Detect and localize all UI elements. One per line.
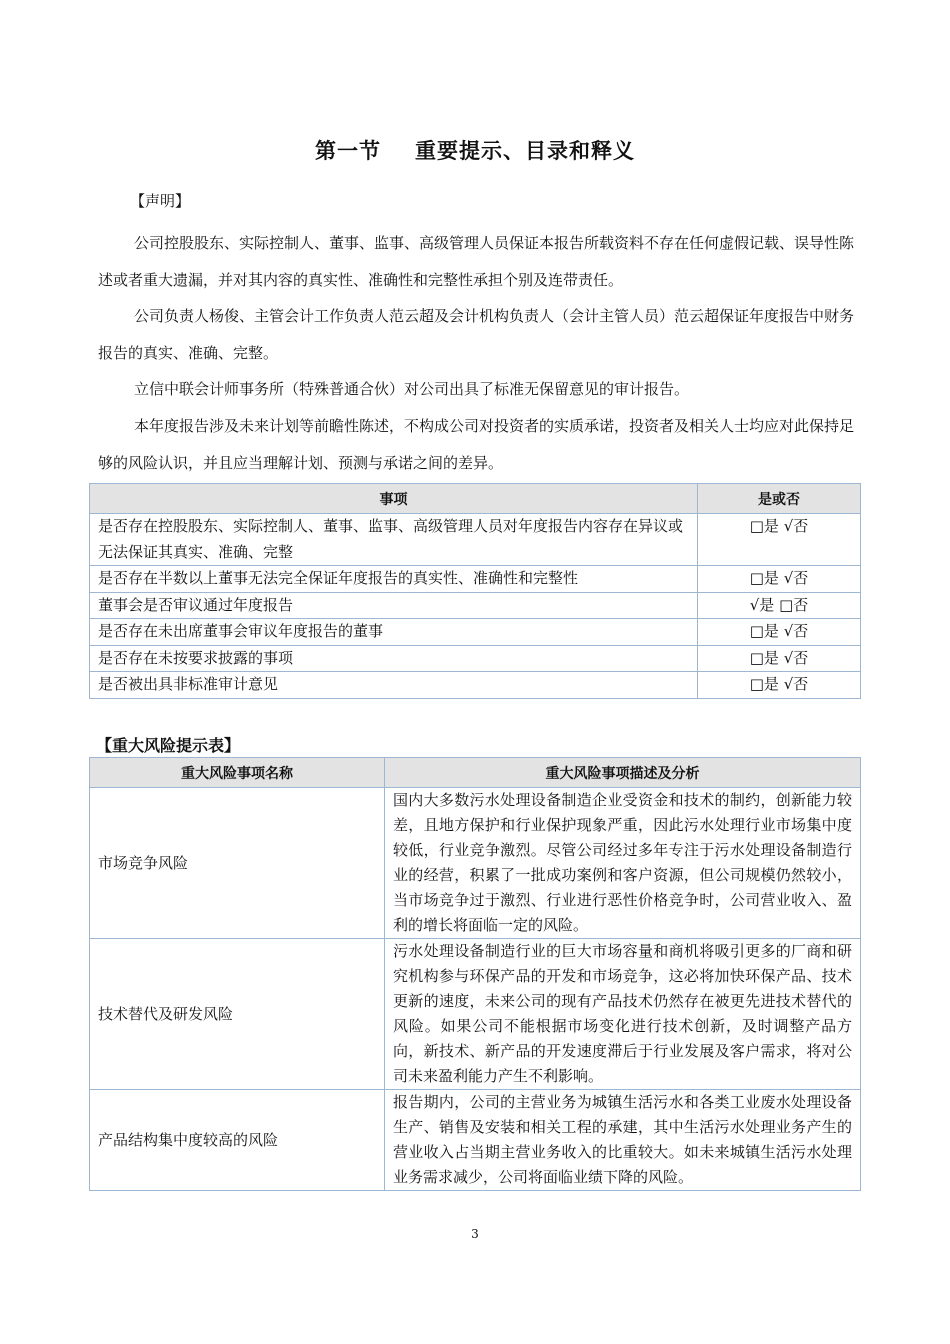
table-row	[90, 939, 861, 1090]
risk-description: 污水处理设备制造行业的巨大市场容量和商机将吸引更多的厂商和研究机构参与环保产品的开发和市场竞争，这必将加快环保产品、技术更新的速度，未来公司的现有产品技术仍然存在被更先进技术替代的风险。如果公司不能根据市场变化进行技术创新，及时调整产品方向，新技术、新产品的开发速度滞后于行业发展及客户需求，将对公司未来盈利能力产生不利影响。	[385, 939, 861, 1090]
table-header-row	[90, 758, 861, 788]
checklist-item: 是否存在半数以上董事无法完全保证年度报告的真实性、准确性和完整性	[90, 566, 698, 593]
section-heading: 重要提示、目录和释义	[415, 139, 635, 163]
table-row	[90, 788, 861, 939]
paragraph-1: 公司控股股东、实际控制人、董事、监事、高级管理人员保证本报告所载资料不存在任何虚假记载、误导性陈述或者重大遗漏，并对其内容的真实性、准确性和完整性承担个别及连带责任。	[98, 234, 855, 289]
paragraph-3: 立信中联会计师事务所（特殊普通合伙）对公司出具了标准无保留意见的审计报告。	[134, 380, 690, 398]
table-row	[90, 619, 861, 646]
statement-label: 【声明】	[130, 192, 191, 210]
checklist-item: 是否存在未出席董事会审议年度报告的董事	[90, 619, 698, 646]
checklist-table	[89, 483, 861, 699]
table-row	[90, 645, 861, 672]
section-number: 第一节	[315, 139, 381, 163]
checklist-answer: □是 √否	[698, 672, 861, 699]
checklist-answer: √是 □否	[698, 592, 861, 619]
checklist-item: 是否被出具非标准审计意见	[90, 672, 698, 699]
column-header-risk-desc: 重大风险事项描述及分析	[385, 758, 861, 788]
checklist-answer: □是 √否	[698, 645, 861, 672]
risk-name: 市场竞争风险	[90, 788, 385, 939]
column-header-risk-name: 重大风险事项名称	[90, 758, 385, 788]
risk-description: 国内大多数污水处理设备制造企业受资金和技术的制约，创新能力较差，且地方保护和行业保护现象严重，因此污水处理行业市场集中度较低，行业竞争激烈。尽管公司经过多年专注于污水处理设备制造行业的经营，积累了一批成功案例和客户资源，但公司规模仍然较小，当市场竞争过于激烈、行业进行恶性价格竞争时，公司营业收入、盈利的增长将面临一定的风险。	[385, 788, 861, 939]
checklist-item: 是否存在控股股东、实际控制人、董事、监事、高级管理人员对年度报告内容存在异议或无法保证其真实、准确、完整	[90, 514, 698, 566]
table-header-row	[90, 484, 861, 514]
table-row	[90, 566, 861, 593]
column-header-item: 事项	[90, 484, 698, 514]
risk-name: 产品结构集中度较高的风险	[90, 1090, 385, 1191]
table-row	[90, 592, 861, 619]
page-number: 3	[471, 1227, 479, 1241]
column-header-answer: 是或否	[698, 484, 861, 514]
risk-name: 技术替代及研发风险	[90, 939, 385, 1090]
paragraph-4: 本年度报告涉及未来计划等前瞻性陈述，不构成公司对投资者的实质承诺，投资者及相关人士均应对此保持足够的风险认识，并且应当理解计划、预测与承诺之间的差异。	[98, 417, 855, 472]
checklist-item: 是否存在未按要求披露的事项	[90, 645, 698, 672]
table-row	[90, 514, 861, 566]
risk-description: 报告期内，公司的主营业务为城镇生活污水和各类工业废水处理设备生产、销售及安装和相关工程的承建，其中生活污水处理业务产生的营业收入占当期主营业务收入的比重较大。如未来城镇生活污水处理业务需求减少，公司将面临业绩下降的风险。	[385, 1090, 861, 1191]
paragraph-2: 公司负责人杨俊、主管会计工作负责人范云超及会计机构负责人（会计主管人员）范云超保证年度报告中财务报告的真实、准确、完整。	[98, 307, 855, 362]
checklist-item: 董事会是否审议通过年度报告	[90, 592, 698, 619]
checklist-answer: □是 √否	[698, 514, 861, 566]
table-row	[90, 672, 861, 699]
risk-table-label: 【重大风险提示表】	[96, 736, 241, 755]
section-title	[0, 135, 950, 165]
checklist-answer: □是 √否	[698, 619, 861, 646]
checklist-answer: □是 √否	[698, 566, 861, 593]
risk-table	[89, 757, 861, 1191]
table-row	[90, 1090, 861, 1191]
